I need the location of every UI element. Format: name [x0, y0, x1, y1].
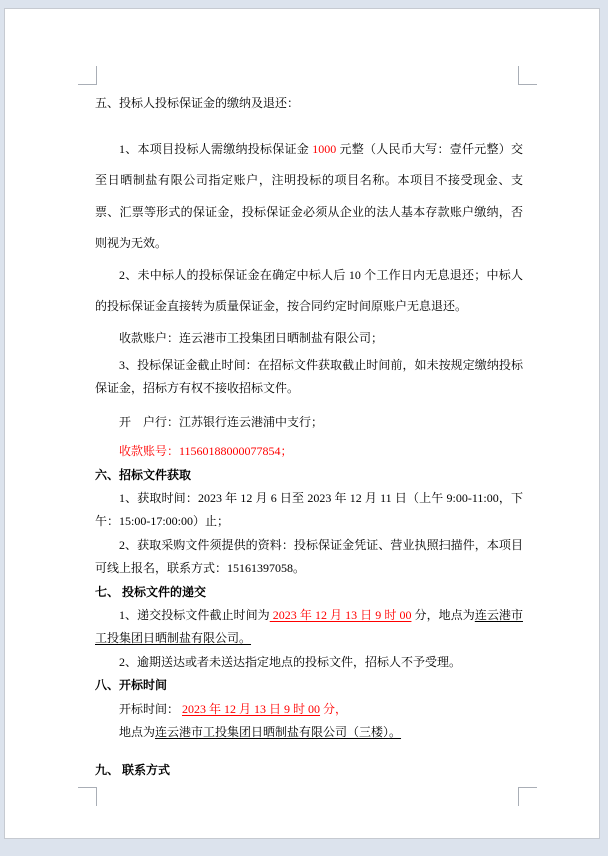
paragraph[interactable]: [95, 487, 523, 534]
margin-mark-bottom-left-icon: [78, 787, 97, 806]
paragraph[interactable]: [95, 134, 523, 260]
paragraph[interactable]: [95, 721, 523, 744]
text-run: 地点为: [119, 725, 156, 740]
text-run: 收款账号：11560188000077854；: [119, 444, 293, 459]
document-page: [4, 8, 600, 839]
text-run: 九、 联系方式: [95, 762, 171, 777]
paragraph[interactable]: [95, 604, 523, 651]
text-run: 连云港市工投集团日晒制盐有限公司（三楼）。: [155, 725, 402, 740]
text-run: 1、获取时间：2023 年 12 月 6 日至 2023 年 12 月 11 日（上午 9:00-11:00，下午：15:00-17:00:00）止；: [95, 491, 523, 529]
text-run: 连云港市工投集团日晒制盐有限公司。: [95, 608, 523, 646]
paragraph[interactable]: [95, 698, 523, 721]
text-run: 3、投标保证金截止时间：在招标文件获取截止时间前，如未按规定缴纳投标保证金，招标方有权不接收招标文件。: [95, 358, 523, 396]
text-run: 六、招标文件获取: [95, 467, 192, 482]
text-run: 1、递交投标文件截止时间为: [119, 608, 270, 623]
text-run: 1、本项目投标人需缴纳投标保证金: [119, 141, 313, 156]
text-run: 开 户行：江苏银行连云港浦中支行；: [119, 414, 324, 429]
margin-mark-top-right-icon: [518, 66, 537, 85]
text-run: 1000: [312, 141, 337, 156]
paragraph[interactable]: [95, 411, 523, 434]
margin-mark-bottom-right-icon: [518, 787, 537, 806]
text-run: 七、 投标文件的递交: [95, 584, 207, 599]
text-run: 2023 年 12 月 13 日 9 时 00: [269, 608, 412, 623]
text-run: 2023 年 12 月 13 日 9 时 00: [182, 701, 321, 716]
text-run: 2、获取采购文件须提供的资料：投标保证金凭证、营业执照扫描件，本项目可线上报名，联系方式：15161397058。: [95, 537, 523, 576]
text-run: 五、投标人投标保证金的缴纳及退还：: [95, 96, 300, 110]
text-run: 收款账户：连云港市工投集团日晒制盐有限公司；: [119, 330, 384, 345]
text-run: 2、逾期送达或者未送达指定地点的投标文件，招标人不予受理。: [119, 654, 462, 669]
text-run: 八、开标时间: [95, 678, 168, 693]
text-run: 开标时间：: [119, 701, 183, 716]
text-run: 2、未中标人的投标保证金在确定中标人后 10 个工作日内无息退还；中标人的投标保证金直接转为质量保证金，按合同约定时间原账户无息退还。: [95, 267, 523, 313]
paragraph[interactable]: [95, 88, 523, 120]
text-run: 分，: [320, 701, 348, 716]
text-run: 分，地点为: [411, 608, 475, 623]
paragraph[interactable]: [95, 534, 523, 581]
paragraph[interactable]: [95, 354, 523, 401]
margin-mark-top-left-icon: [78, 66, 97, 85]
paragraph[interactable]: [95, 260, 523, 323]
text-run: 元整（人民币大写：壹仟元整）交至日晒制盐有限公司指定账户，注明投标的项目名称。本项目不接受现金、支票、汇票等形式的保证金，投标保证金必须从企业的法人基本存款账户缴纳，否则视为无效。: [95, 141, 523, 250]
paragraph[interactable]: [95, 464, 523, 487]
paragraph[interactable]: [95, 323, 523, 355]
paragraph[interactable]: [95, 674, 523, 697]
paragraph[interactable]: [95, 440, 523, 463]
document-content[interactable]: [95, 88, 523, 782]
paragraph[interactable]: [95, 759, 523, 782]
paragraph[interactable]: [95, 651, 523, 674]
paragraph[interactable]: [95, 581, 523, 604]
